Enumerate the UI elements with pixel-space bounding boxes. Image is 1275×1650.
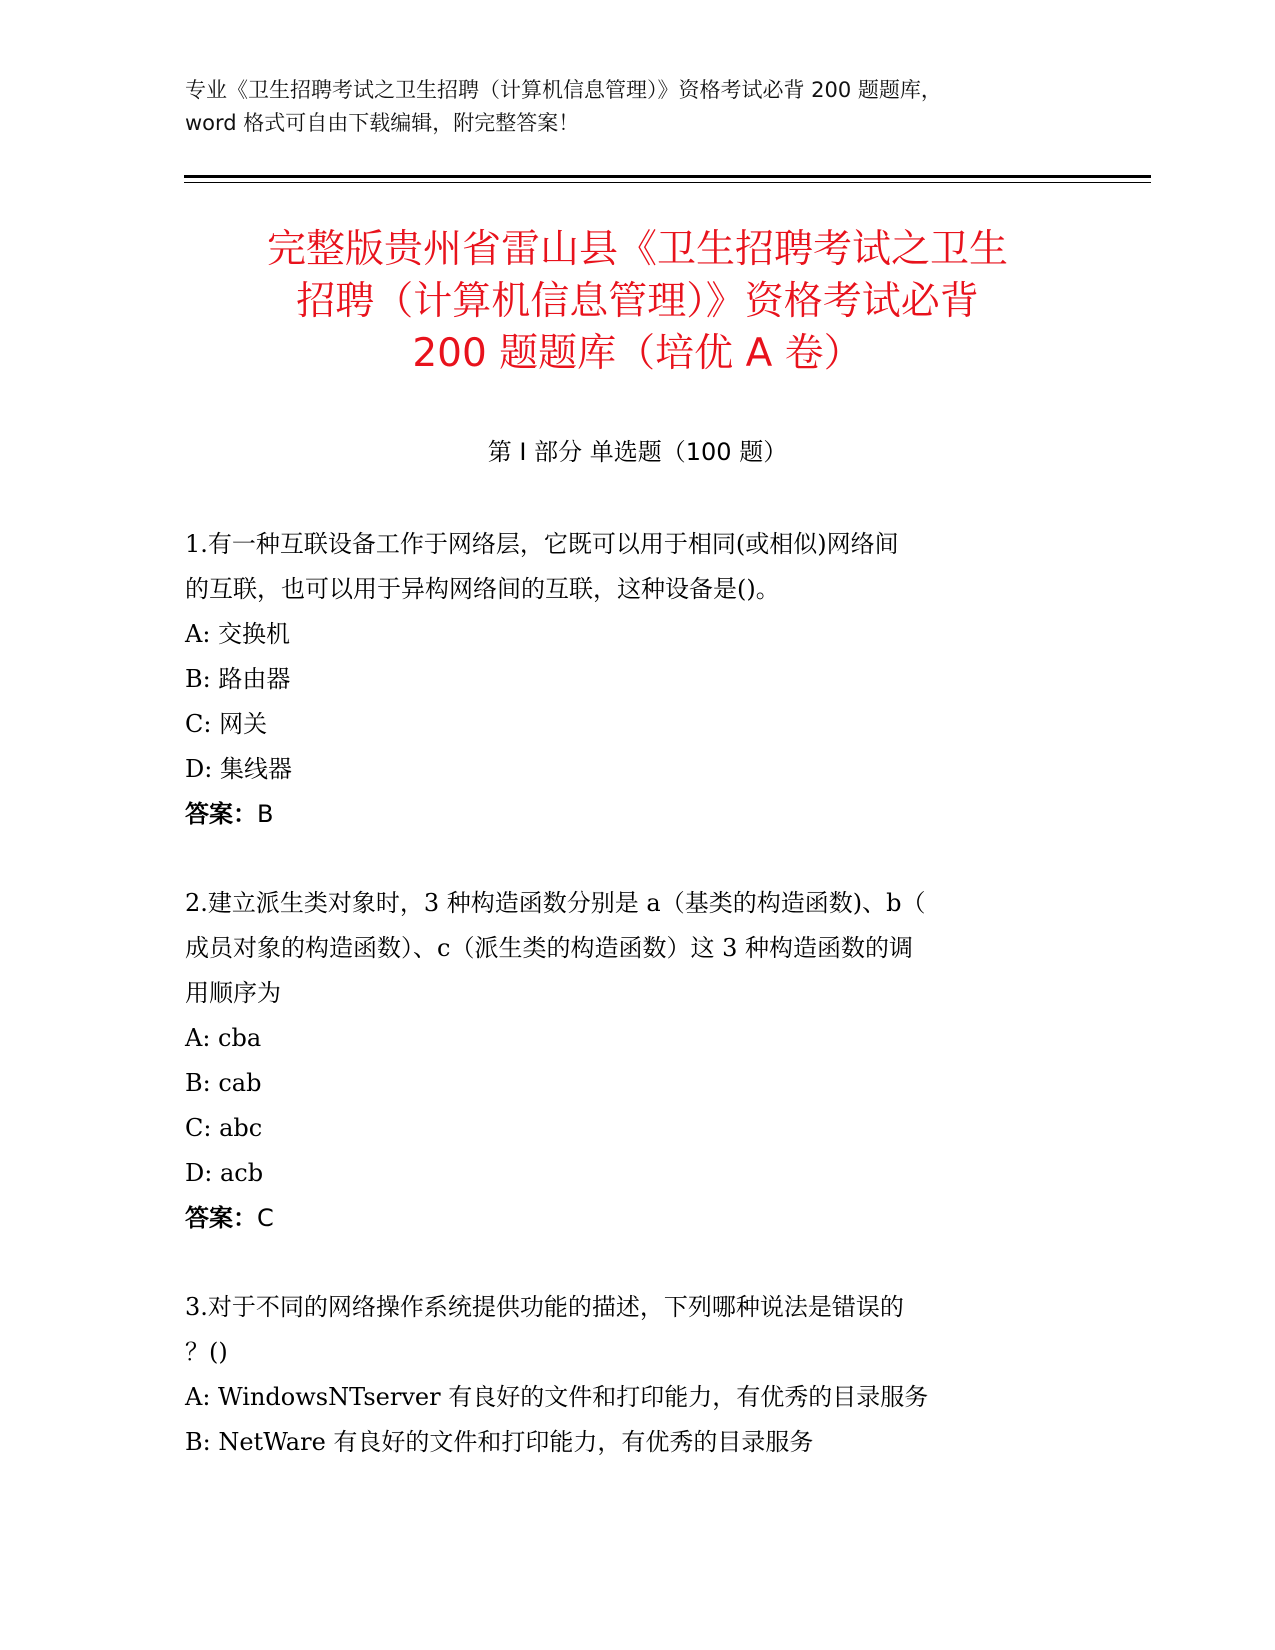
header-note-line-2: word 格式可自由下载编辑，附完整答案！ — [185, 111, 580, 135]
document-title-line-2: 招聘（计算机信息管理）》资格考试必背 — [296, 279, 979, 324]
answer-line — [185, 792, 1085, 837]
option-b: B: NetWare 有良好的文件和打印能力，有优秀的目录服务 — [185, 1428, 814, 1456]
question-text-line: 2.建立派生类对象时，3 种构造函数分别是 a（基类的构造函数)、b（ — [185, 889, 926, 917]
answer-label: 答案： — [185, 1204, 257, 1232]
question-3 — [185, 1285, 1085, 1465]
question-text-line: 3.对于不同的网络操作系统提供功能的描述，下列哪种说法是错误的 — [185, 1293, 904, 1321]
question-text-line: 1.有一种互联设备工作于网络层，它既可以用于相同(或相似)网络间 — [185, 530, 899, 558]
answer-value: C — [257, 1204, 274, 1232]
option-a: A: cba — [185, 1024, 262, 1052]
document-title-line-1: 完整版贵州省雷山县《卫生招聘考试之卫生 — [266, 227, 1008, 272]
option-d: D: acb — [185, 1159, 264, 1187]
question-2 — [185, 881, 1085, 1241]
question-list — [185, 522, 1085, 1509]
option-c: C: abc — [185, 1114, 263, 1142]
answer-label: 答案： — [185, 800, 257, 828]
question-text-line: 的互联，也可以用于异构网络间的互联，这种设备是()。 — [185, 575, 780, 603]
section-heading: 第 I 部分 单选题（100 题） — [487, 438, 788, 466]
document-title — [150, 224, 1125, 380]
question-text-line: ？() — [185, 1338, 228, 1366]
option-a: A: 交换机 — [185, 620, 291, 648]
option-b: B: 路由器 — [185, 665, 291, 693]
header-note-line-1: 专业《卫生招聘考试之卫生招聘（计算机信息管理）》资格考试必背 200 题题库， — [185, 78, 942, 102]
option-a: A: WindowsNTserver 有良好的文件和打印能力，有优秀的目录服务 — [185, 1383, 929, 1411]
question-text-line: 成员对象的构造函数）、c（派生类的构造函数）这 3 种构造函数的调 — [185, 934, 913, 962]
option-c: C: 网关 — [185, 710, 268, 738]
question-text-line: 用顺序为 — [185, 979, 281, 1007]
document-title-line-3: 200 题题库（培优 A 卷） — [412, 331, 863, 376]
option-d: D: 集线器 — [185, 755, 292, 783]
answer-line — [185, 1196, 1085, 1241]
answer-value: B — [257, 800, 274, 828]
question-1 — [185, 522, 1085, 837]
option-b: B: cab — [185, 1069, 262, 1097]
header-note — [185, 74, 1085, 140]
header-divider-thin — [184, 182, 1151, 183]
header-divider-thick — [184, 175, 1151, 178]
